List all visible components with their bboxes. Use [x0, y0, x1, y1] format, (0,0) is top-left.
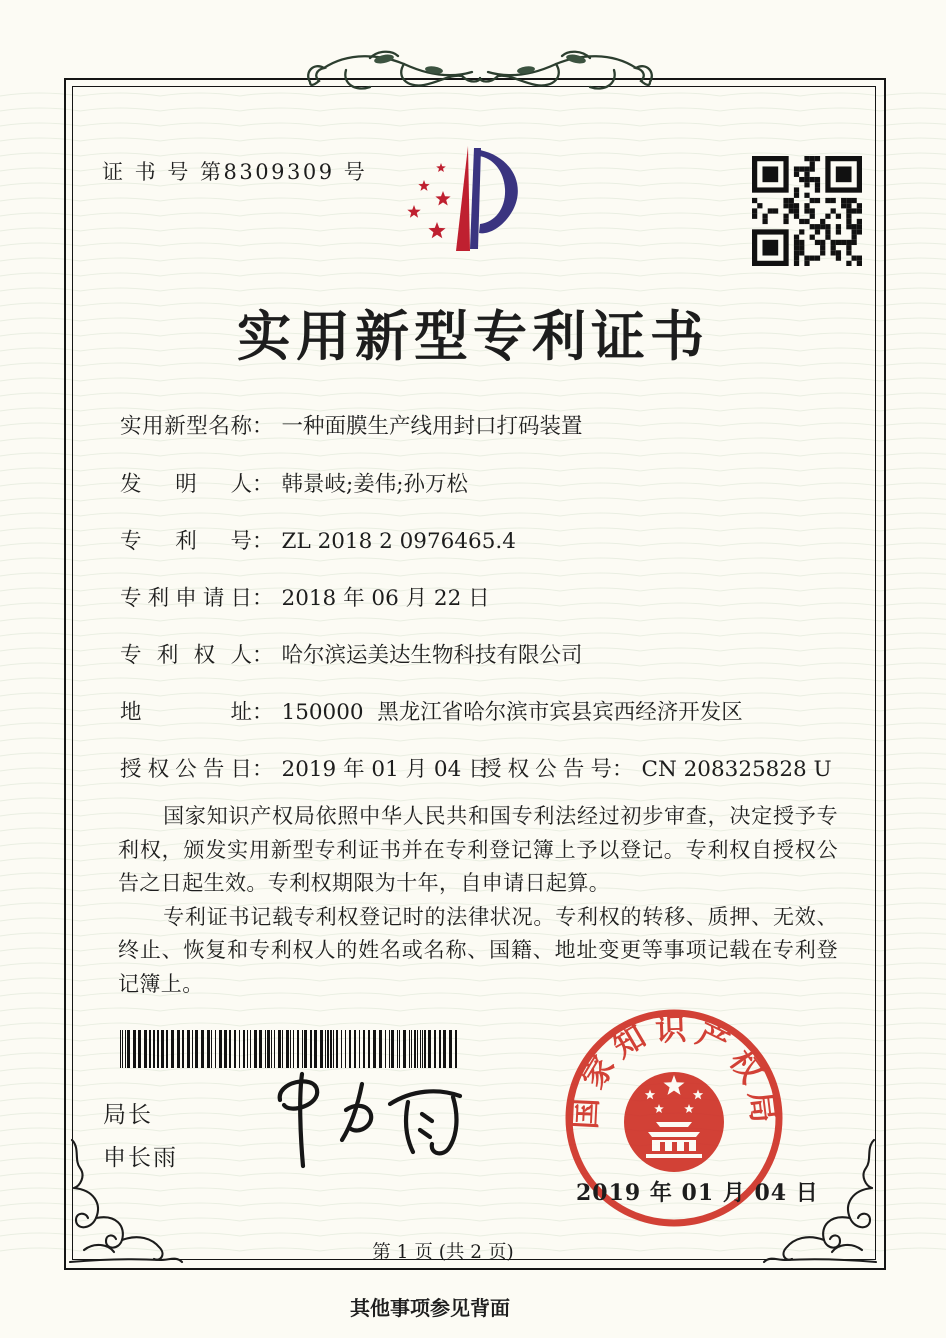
back-side-note: 其他事项参见背面: [350, 1296, 510, 1320]
field-value: 韩景岐;姜伟;孙万松: [281, 472, 469, 497]
field-label: 专利号: [120, 529, 252, 554]
certificate-number: 证 书 号 第8309309 号: [102, 160, 368, 184]
field-address: [120, 698, 743, 728]
field-colon: ：: [612, 757, 634, 782]
field-label: 地址: [120, 700, 252, 725]
field-utility-model-name: [120, 412, 583, 442]
field-patent-number: [120, 527, 516, 557]
seal-date: 2019 年 01 月 04 日: [576, 1180, 819, 1206]
dragon-ornament: [300, 46, 660, 114]
field-grant-publication-number: [480, 755, 832, 785]
officer-title: 局长: [103, 1102, 153, 1128]
field-label: 专利申请日: [120, 586, 252, 611]
officer-name: 申长雨: [103, 1145, 178, 1171]
page-indicator: 第 1 页 (共 2 页): [372, 1242, 514, 1263]
legal-text: [118, 800, 838, 1001]
field-value: 一种面膜生产线用封口打码装置: [281, 414, 583, 439]
field-value: 哈尔滨运美达生物科技有限公司: [281, 643, 583, 668]
field-value: CN 208325828 U: [641, 757, 832, 782]
legal-paragraph-2: 专利证书记载专利权登记时的法律状况。专利权的转移、质押、无效、终止、恢复和专利权人的姓名或名称、国籍、地址变更等事项记载在专利登记簿上。: [118, 904, 838, 996]
cnipa-logo-icon: [400, 140, 542, 260]
field-patentee: [120, 641, 583, 671]
field-colon: ：: [252, 529, 274, 554]
field-value: 2019 年 01 月 04 日: [281, 757, 490, 782]
signature-handwriting-icon: [250, 1060, 490, 1178]
qr-code: [752, 156, 862, 266]
field-value: 2018 年 06 月 22 日: [281, 586, 490, 611]
field-label: 实用新型名称: [120, 414, 252, 439]
field-label: 专利权人: [120, 643, 252, 668]
field-value: 150000 黑龙江省哈尔滨市宾县宾西经济开发区: [281, 700, 743, 725]
field-colon: ：: [252, 472, 274, 497]
field-colon: ：: [252, 586, 274, 611]
certificate-title: 实用新型专利证书: [237, 304, 709, 368]
field-value: ZL 2018 2 0976465.4: [281, 529, 516, 554]
field-application-date: [120, 584, 490, 614]
seal-text: 国家知识产权局: [567, 1011, 782, 1130]
field-inventors: [120, 470, 468, 500]
field-colon: ：: [252, 757, 274, 782]
field-colon: ：: [252, 414, 274, 439]
field-colon: ：: [252, 643, 274, 668]
field-label: 授权公告日: [120, 757, 252, 782]
legal-paragraph-1: 国家知识产权局依照中华人民共和国专利法经过初步审查，决定授予专利权，颁发实用新型专利证书并在专利登记簿上予以登记。专利权自授权公告之日起生效。专利权期限为十年，自申请日起算。: [118, 804, 838, 895]
field-label: 授权公告号: [480, 757, 612, 782]
field-colon: ：: [252, 700, 274, 725]
field-label: 发明人: [120, 472, 252, 497]
field-grant-date: [120, 755, 490, 785]
